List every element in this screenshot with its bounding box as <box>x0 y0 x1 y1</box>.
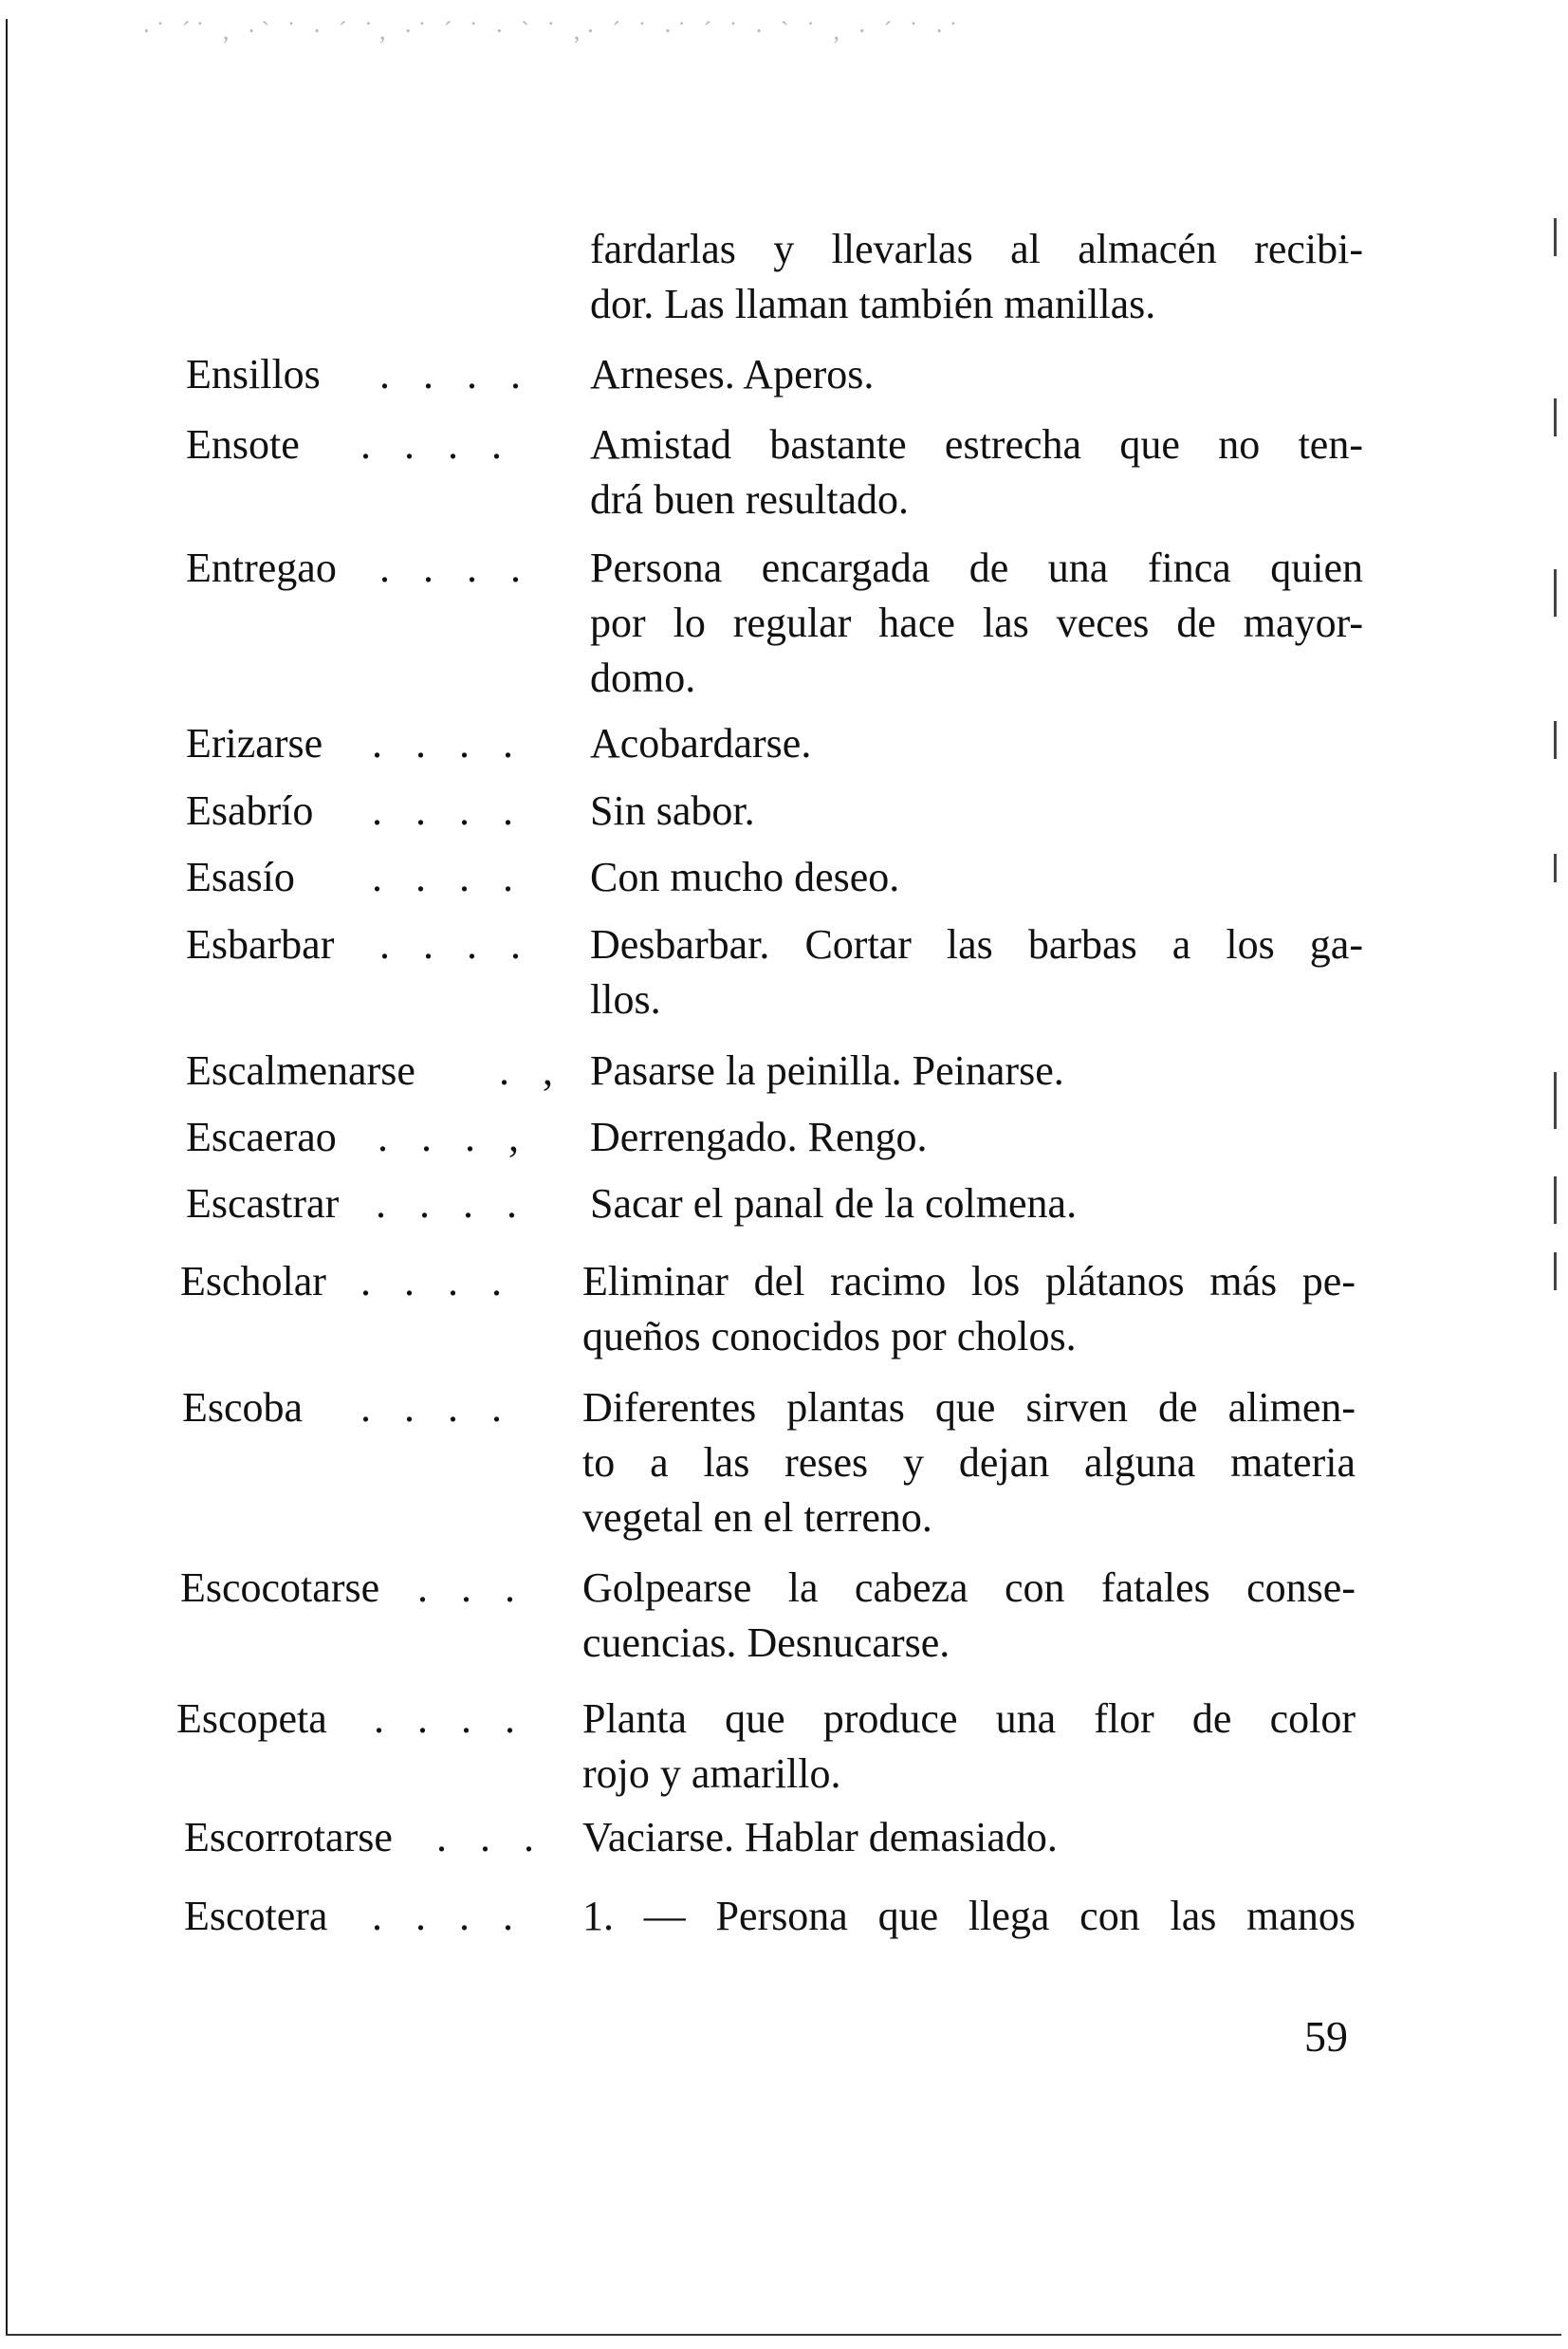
definition-line: Persona encargada de una finca quien <box>590 545 1363 591</box>
dot-leader: . . . <box>417 1564 526 1611</box>
scan-edge-bottom <box>6 2334 1561 2336</box>
dot-leader: . . . . <box>372 854 525 900</box>
definition-line: Planta que produce una flor de color <box>582 1695 1356 1742</box>
entry-definition <box>582 1889 1356 1944</box>
dot-leader: . . . . <box>360 421 513 468</box>
entry-definition <box>582 1692 1356 1802</box>
entry-definition <box>582 1561 1356 1671</box>
entry-term: Entregao <box>186 545 337 591</box>
entry-definition <box>590 1044 1363 1099</box>
definition-line: Pasarse la peinilla. Peinarse. <box>590 1047 1064 1094</box>
entry-term: Escotera <box>184 1893 328 1939</box>
dot-leader: . . . . <box>379 545 532 591</box>
entry-definition <box>590 541 1363 706</box>
entry-term: Escopeta <box>176 1695 327 1742</box>
definition-line: fardarlas y llevarlas al almacén recibi- <box>590 226 1363 272</box>
dot-leader: . . . . <box>376 1180 528 1227</box>
dot-leader: . . . . <box>372 1893 525 1939</box>
definition-line: Desbarbar. Cortar las barbas a los ga- <box>590 921 1363 968</box>
entry-term: Escholar <box>180 1258 326 1304</box>
dot-leader: . . . . <box>374 1695 526 1742</box>
dot-leader: . . . <box>436 1814 545 1860</box>
dot-leader: . , <box>499 1047 564 1094</box>
entry-definition <box>590 417 1363 527</box>
definition-line: queños conocidos por cholos. <box>582 1313 1077 1359</box>
dot-leader: . . . . <box>372 787 525 834</box>
scan-edge-left <box>6 19 8 2334</box>
scan-edge-marks <box>1554 190 1559 1423</box>
dot-leader: . . . . <box>360 1384 513 1431</box>
entry-definition <box>590 784 1363 839</box>
dot-leader: . . . . <box>360 1258 513 1304</box>
definition-line: to a las reses y dejan alguna materia <box>582 1439 1356 1486</box>
definition-line: vegetal en el terreno. <box>582 1494 932 1541</box>
definition-line: Amistad bastante estrecha que no ten- <box>590 421 1363 468</box>
entry-term: Erizarse <box>186 720 323 767</box>
entry-term: Ensote <box>186 421 300 468</box>
entry-term: Ensillos <box>186 351 321 398</box>
definition-line: Derrengado. Rengo. <box>590 1114 928 1160</box>
dot-leader: . . . . <box>372 720 525 767</box>
definition-line: dor. Las llaman también manillas. <box>590 281 1156 327</box>
definition-line: Vaciarse. Hablar demasiado. <box>582 1814 1058 1860</box>
entry-term: Esbarbar <box>186 921 335 968</box>
definition-line: 1. — Persona que llega con las manos <box>582 1893 1356 1939</box>
definition-line: rojo y amarillo. <box>582 1750 841 1797</box>
definition-line: Eliminar del racimo los plátanos más pe- <box>582 1258 1356 1304</box>
definition-line: Sacar el panal de la colmena. <box>590 1180 1078 1227</box>
definition-line: Golpearse la cabeza con fatales conse- <box>582 1564 1356 1611</box>
entry-definition <box>590 1110 1363 1165</box>
definition-line: Acobardarse. <box>590 720 812 767</box>
entry-definition <box>582 1810 1356 1865</box>
entry-term: Escorrotarse <box>184 1814 393 1860</box>
entry-term: Esasío <box>186 854 295 900</box>
entry-definition <box>590 850 1363 905</box>
definition-line: domo. <box>590 655 696 701</box>
entry-term: Escastrar <box>186 1180 340 1227</box>
entry-definition <box>590 1176 1363 1231</box>
definition-line: Arneses. Aperos. <box>590 351 875 398</box>
entry-definition <box>582 1254 1356 1364</box>
definition-line: cuencias. Desnucarse. <box>582 1619 950 1666</box>
entry-definition <box>590 917 1363 1027</box>
dot-leader: . . . , <box>378 1114 530 1160</box>
entry-definition <box>582 1380 1356 1545</box>
dot-leader: . . . . <box>379 351 532 398</box>
entry-term: Escoba <box>182 1384 304 1431</box>
definition-line: Con mucho deseo. <box>590 854 900 900</box>
entry-term: Escocotarse <box>180 1564 380 1611</box>
definition-line: Sin sabor. <box>590 787 755 834</box>
entry-definition <box>590 716 1363 771</box>
definition-line: llos. <box>590 976 661 1023</box>
dot-leader: . . . . <box>379 921 532 968</box>
page-number: 59 <box>1304 2012 1348 2061</box>
continuation-text <box>590 222 1363 332</box>
entry-term: Esabrío <box>186 787 314 834</box>
scan-noise: ·˙ ˊ˙ ‚ ·ˋ ˙ · ˊ ˙‚ ·˙ ˊ ˙ · ˋ ˙ ‚· ˊ ˙ ·˙ ˊ ˙ · ˋ ˙ ‚ · ˊ ˙ ·˙ <box>142 17 964 45</box>
entry-term: Escalmenarse <box>186 1047 415 1094</box>
definition-line: Diferentes plantas que sirven de alimen- <box>582 1384 1356 1431</box>
definition-line: drá buen resultado. <box>590 476 909 523</box>
entry-definition <box>590 347 1363 402</box>
definition-line: por lo regular hace las veces de mayor- <box>590 600 1363 646</box>
entry-term: Escaerao <box>186 1114 337 1160</box>
